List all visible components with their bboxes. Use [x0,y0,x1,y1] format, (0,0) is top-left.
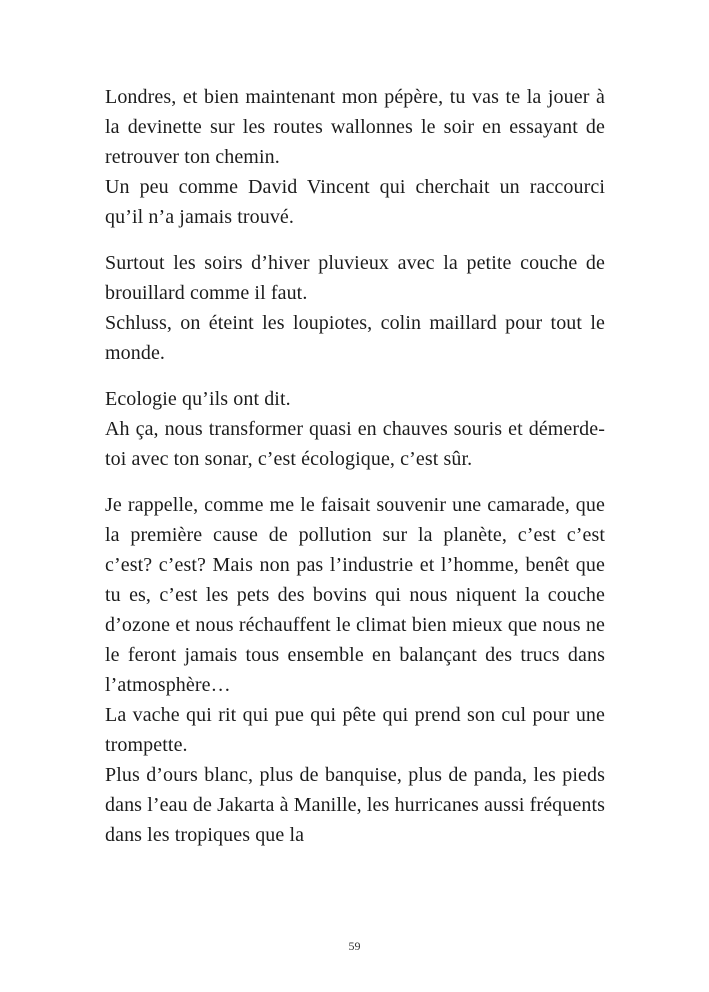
paragraph: Un peu comme David Vincent qui cherchait un raccourci qu’il n’a jamais trouvé. [105,176,605,228]
paragraph: Plus d’ours blanc, plus de banquise, plus de panda, les pieds dans l’eau de Jakarta à Manille, les hurricanes aussi fréquents dans les tropiques que la [105,764,605,846]
paragraph: Schluss, on éteint les loupiotes, colin maillard pour tout le monde. [105,312,605,364]
text-block [105,384,605,474]
paragraph: Ecologie qu’ils ont dit. [105,388,291,410]
paragraph: Ah ça, nous transformer quasi en chauves souris et démerde-toi avec ton sonar, c’est écologique, c’est sûr. [105,418,605,470]
page-content [105,82,605,850]
page-number: 59 [348,939,361,953]
paragraph: Surtout les soirs d’hiver pluvieux avec la petite couche de brouillard comme il faut. [105,252,605,304]
paragraph: Londres, et bien maintenant mon pépère, tu vas te la jouer à la devinette sur les routes wallonnes le soir en essayant de retrouver ton chemin. [105,86,605,168]
paragraph: La vache qui rit qui pue qui pête qui prend son cul pour une trompette. [105,704,605,756]
paragraph: Je rappelle, comme me le faisait souvenir une camarade, que la première cause de pollution sur la planète, c’est c’est c’est? c’est? Mais non pas l’industrie et l’homme, benêt que tu es, c’est les pets des bovins qui nous niquent la couche d’ozone et nous réchauffent le climat bien mieux que nous ne le feront jamais tous ensemble en balançant des trucs dans l’atmosphère… [105,494,605,696]
text-block [105,490,605,850]
text-block [105,248,605,368]
text-block [105,82,605,232]
